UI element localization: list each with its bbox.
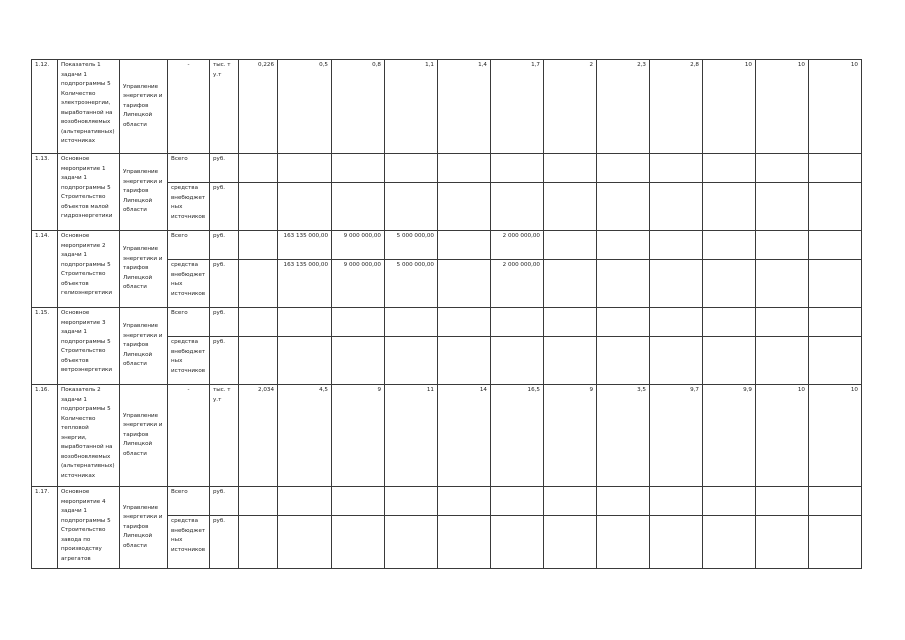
unit-of-measure: руб. bbox=[210, 260, 239, 308]
value-cell: 9 bbox=[332, 385, 385, 487]
value-cell bbox=[597, 516, 650, 569]
row-number: 1.12. bbox=[32, 60, 58, 154]
table-row bbox=[32, 487, 905, 516]
value-cell: 0,8 bbox=[332, 60, 385, 154]
value-cell bbox=[703, 516, 756, 569]
value-cell bbox=[544, 154, 597, 183]
value-cell bbox=[650, 337, 703, 385]
value-cell bbox=[597, 154, 650, 183]
funding-source: - bbox=[168, 60, 210, 154]
value-cell bbox=[597, 487, 650, 516]
value-cell bbox=[438, 487, 491, 516]
funding-source: средства внебюджетных источников bbox=[168, 183, 210, 231]
value-cell: 11 bbox=[385, 385, 438, 487]
value-cell bbox=[239, 337, 278, 385]
value-cell: 10 bbox=[703, 60, 756, 154]
value-cell bbox=[544, 337, 597, 385]
value-cell bbox=[385, 487, 438, 516]
value-cell bbox=[278, 337, 332, 385]
responsible-executor: Управление энергетики и тарифов Липецкой области bbox=[120, 231, 168, 308]
value-cell bbox=[703, 487, 756, 516]
value-cell: 5 000 000,00 bbox=[385, 231, 438, 260]
value-cell bbox=[438, 231, 491, 260]
row-number: 1.14. bbox=[32, 231, 58, 308]
value-cell bbox=[544, 183, 597, 231]
value-cell bbox=[650, 516, 703, 569]
value-cell bbox=[239, 154, 278, 183]
value-cell bbox=[703, 154, 756, 183]
value-cell bbox=[650, 308, 703, 337]
unit-of-measure: руб. bbox=[210, 487, 239, 516]
value-cell bbox=[438, 308, 491, 337]
value-cell bbox=[597, 260, 650, 308]
value-cell bbox=[809, 487, 862, 516]
value-cell bbox=[597, 231, 650, 260]
value-cell: 0,5 bbox=[278, 60, 332, 154]
value-cell bbox=[239, 260, 278, 308]
value-cell bbox=[597, 337, 650, 385]
indicator-name: Основное мероприятие 1 задачи 1 подпрограммы 5 Строительство объектов малой гидроэнергетики bbox=[58, 154, 120, 231]
value-cell bbox=[332, 183, 385, 231]
value-cell: 1,4 bbox=[438, 60, 491, 154]
value-cell bbox=[239, 516, 278, 569]
value-cell bbox=[809, 231, 862, 260]
value-cell bbox=[239, 183, 278, 231]
value-cell bbox=[491, 487, 544, 516]
value-cell bbox=[385, 308, 438, 337]
value-cell: 9 bbox=[544, 385, 597, 487]
value-cell: 2 000 000,00 bbox=[491, 231, 544, 260]
funding-source: Всего bbox=[168, 154, 210, 183]
value-cell bbox=[756, 308, 809, 337]
row-number: 1.17. bbox=[32, 487, 58, 569]
value-cell bbox=[650, 183, 703, 231]
value-cell bbox=[703, 260, 756, 308]
value-cell: 0,226 bbox=[239, 60, 278, 154]
value-cell: 10 bbox=[756, 60, 809, 154]
value-cell bbox=[756, 337, 809, 385]
responsible-executor: Управление энергетики и тарифов Липецкой области bbox=[120, 308, 168, 385]
funding-source: Всего bbox=[168, 308, 210, 337]
value-cell bbox=[385, 183, 438, 231]
value-cell bbox=[278, 183, 332, 231]
table-row bbox=[32, 231, 905, 260]
unit-of-measure: руб. bbox=[210, 231, 239, 260]
value-cell: 2 000 000,00 bbox=[491, 260, 544, 308]
indicator-name: Основное мероприятие 4 задачи 1 подпрограммы 5 Строительство завода по производству агрегатов bbox=[58, 487, 120, 569]
unit-of-measure: руб. bbox=[210, 154, 239, 183]
funding-source: Всего bbox=[168, 231, 210, 260]
unit-of-measure: тыс. т у.т bbox=[210, 60, 239, 154]
value-cell bbox=[491, 337, 544, 385]
value-cell bbox=[809, 337, 862, 385]
row-number: 1.13. bbox=[32, 154, 58, 231]
funding-source: Всего bbox=[168, 487, 210, 516]
value-cell bbox=[597, 308, 650, 337]
value-cell: 2,034 bbox=[239, 385, 278, 487]
value-cell bbox=[332, 337, 385, 385]
value-cell bbox=[385, 154, 438, 183]
table-row bbox=[32, 385, 905, 487]
value-cell: 9,9 bbox=[703, 385, 756, 487]
funding-source: средства внебюджетных источников bbox=[168, 516, 210, 569]
value-cell: 9,7 bbox=[650, 385, 703, 487]
value-cell bbox=[809, 308, 862, 337]
value-cell: 5 000 000,00 bbox=[385, 260, 438, 308]
value-cell: 2,8 bbox=[650, 60, 703, 154]
funding-source: средства внебюджетных источников bbox=[168, 337, 210, 385]
table-row bbox=[32, 60, 905, 154]
value-cell bbox=[809, 516, 862, 569]
value-cell: 2,3 bbox=[597, 60, 650, 154]
value-cell bbox=[332, 487, 385, 516]
value-cell: 10 bbox=[809, 385, 862, 487]
value-cell bbox=[385, 337, 438, 385]
value-cell bbox=[239, 308, 278, 337]
value-cell bbox=[438, 154, 491, 183]
value-cell bbox=[491, 154, 544, 183]
responsible-executor: Управление энергетики и тарифов Липецкой области bbox=[120, 487, 168, 569]
row-number: 1.15. bbox=[32, 308, 58, 385]
unit-of-measure: руб. bbox=[210, 337, 239, 385]
value-cell bbox=[809, 183, 862, 231]
value-cell bbox=[756, 183, 809, 231]
value-cell: 1,1 bbox=[385, 60, 438, 154]
value-cell: 10 bbox=[756, 385, 809, 487]
indicator-name: Основное мероприятие 3 задачи 1 подпрограммы 5 Строительство объектов ветроэнергетики bbox=[58, 308, 120, 385]
value-cell bbox=[239, 231, 278, 260]
program-indicators-table bbox=[31, 59, 905, 569]
value-cell: 163 135 000,00 bbox=[278, 260, 332, 308]
indicator-name: Основное мероприятие 2 задачи 1 подпрограммы 5 Строительство объектов гелиоэнергетики bbox=[58, 231, 120, 308]
value-cell bbox=[703, 183, 756, 231]
value-cell bbox=[544, 260, 597, 308]
value-cell bbox=[278, 516, 332, 569]
value-cell bbox=[650, 260, 703, 308]
value-cell bbox=[756, 260, 809, 308]
value-cell: 2 bbox=[544, 60, 597, 154]
value-cell bbox=[491, 516, 544, 569]
value-cell bbox=[756, 487, 809, 516]
value-cell: 1,7 bbox=[491, 60, 544, 154]
value-cell: 10 bbox=[809, 60, 862, 154]
value-cell: 163 135 000,00 bbox=[278, 231, 332, 260]
value-cell: 9 000 000,00 bbox=[332, 260, 385, 308]
value-cell bbox=[278, 308, 332, 337]
unit-of-measure: руб. bbox=[210, 516, 239, 569]
value-cell bbox=[385, 516, 438, 569]
value-cell bbox=[239, 487, 278, 516]
value-cell bbox=[332, 308, 385, 337]
unit-of-measure: руб. bbox=[210, 183, 239, 231]
value-cell bbox=[438, 260, 491, 308]
value-cell bbox=[544, 487, 597, 516]
value-cell bbox=[597, 183, 650, 231]
value-cell bbox=[438, 516, 491, 569]
value-cell bbox=[809, 154, 862, 183]
value-cell bbox=[703, 231, 756, 260]
funding-source: средства внебюджетных источников bbox=[168, 260, 210, 308]
value-cell bbox=[278, 487, 332, 516]
row-number: 1.16. bbox=[32, 385, 58, 487]
value-cell bbox=[756, 516, 809, 569]
value-cell: 3,5 bbox=[597, 385, 650, 487]
unit-of-measure: тыс. т у.т bbox=[210, 385, 239, 487]
value-cell bbox=[544, 516, 597, 569]
value-cell bbox=[650, 487, 703, 516]
value-cell bbox=[278, 154, 332, 183]
value-cell bbox=[756, 231, 809, 260]
value-cell bbox=[544, 308, 597, 337]
value-cell bbox=[703, 337, 756, 385]
indicator-name: Показатель 2 задачи 1 подпрограммы 5 Количество тепловой энергии, выработанной на возобновляемых (альтернативных) источниках bbox=[58, 385, 120, 487]
unit-of-measure: руб. bbox=[210, 308, 239, 337]
value-cell bbox=[703, 308, 756, 337]
value-cell: 14 bbox=[438, 385, 491, 487]
funding-source: - bbox=[168, 385, 210, 487]
value-cell bbox=[809, 260, 862, 308]
responsible-executor: Управление энергетики и тарифов Липецкой области bbox=[120, 385, 168, 487]
value-cell bbox=[650, 231, 703, 260]
value-cell bbox=[491, 183, 544, 231]
value-cell bbox=[544, 231, 597, 260]
value-cell: 16,5 bbox=[491, 385, 544, 487]
value-cell bbox=[438, 183, 491, 231]
value-cell bbox=[438, 337, 491, 385]
responsible-executor: Управление энергетики и тарифов Липецкой области bbox=[120, 154, 168, 231]
value-cell bbox=[491, 308, 544, 337]
value-cell bbox=[332, 154, 385, 183]
value-cell bbox=[650, 154, 703, 183]
value-cell: 4,5 bbox=[278, 385, 332, 487]
table-row bbox=[32, 308, 905, 337]
value-cell: 9 000 000,00 bbox=[332, 231, 385, 260]
indicator-name: Показатель 1 задачи 1 подпрограммы 5 Количество электроэнергии, выработанной на возобновляемых (альтернативных) источниках bbox=[58, 60, 120, 154]
value-cell bbox=[756, 154, 809, 183]
value-cell bbox=[332, 516, 385, 569]
table-row bbox=[32, 154, 905, 183]
responsible-executor: Управление энергетики и тарифов Липецкой области bbox=[120, 60, 168, 154]
